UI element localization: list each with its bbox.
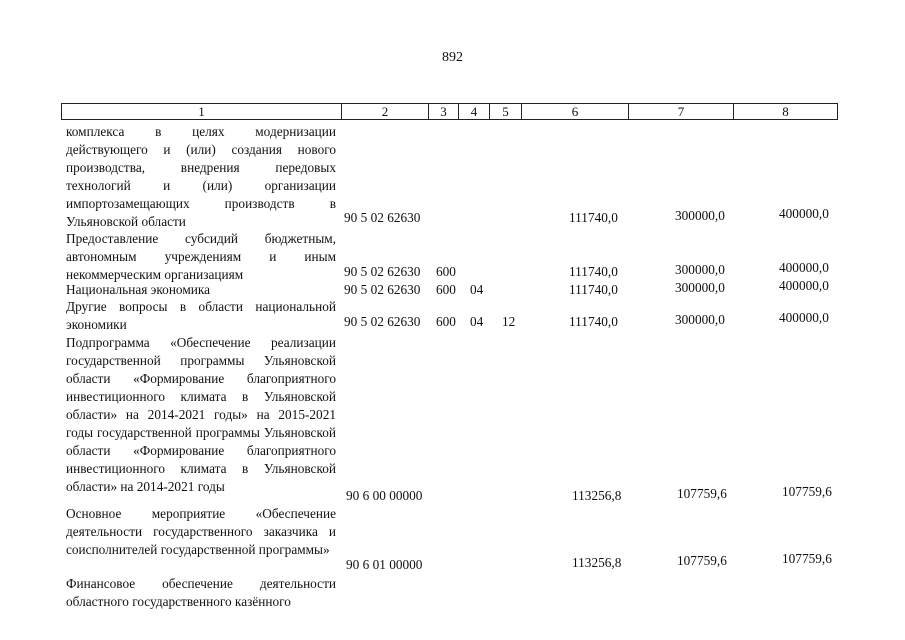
row-description: Другие вопросы в области национальной экономики [66, 299, 336, 332]
row-vr: 600 [436, 314, 456, 329]
page-number: 892 [442, 50, 463, 65]
header-col-3: 3 [429, 103, 459, 120]
header-col-8: 8 [734, 103, 838, 120]
row-code: 90 6 00 00000 [346, 488, 423, 503]
table-header [61, 103, 838, 120]
row-value-col8: 107759,6 [782, 484, 832, 499]
row-value-col7: 107759,6 [677, 486, 727, 501]
row-value-col7: 300000,0 [675, 312, 725, 327]
row-code: 90 5 02 62630 [344, 282, 421, 297]
row-value-col8: 400000,0 [779, 260, 829, 275]
row-code: 90 5 02 62630 [344, 264, 421, 279]
row-description: Предоставление субсидий бюджетным, автономным учреждениям и иным некоммерческим организациям [66, 231, 336, 282]
row-value-col6: 111740,0 [569, 314, 618, 329]
row-description: Подпрограмма «Обеспечение реализации государственной программы Ульяновской области «Формирование благоприятного инвестиционного климата в Ульяновской области» на 2014-2021 годы» на 2015-2021 годы государственной программы Ульяновской области «Формирование благоприятного инвестиционного климата в Ульяновской области» на 2014-2021 годы [66, 335, 336, 494]
header-col-6: 6 [522, 103, 629, 120]
row-value-col6: 111740,0 [569, 210, 618, 225]
row-rz: 04 [470, 314, 484, 329]
row-description: Национальная экономика [66, 282, 211, 297]
row-value-col7: 300000,0 [675, 208, 725, 223]
row-pr: 12 [502, 314, 516, 329]
row-value-col6: 113256,8 [572, 488, 622, 503]
row-vr: 600 [436, 264, 456, 279]
row-value-col8: 400000,0 [779, 278, 829, 293]
row-value-col8: 400000,0 [779, 310, 829, 325]
row-value-col7: 300000,0 [675, 280, 725, 295]
row-value-col8: 400000,0 [779, 206, 829, 221]
row-value-col7: 300000,0 [675, 262, 725, 277]
row-rz: 04 [470, 282, 484, 297]
row-code: 90 5 02 62630 [344, 314, 421, 329]
row-description: комплекса в целях модернизации действующего и (или) создания нового производства, внедрения передовых технологий и (или) организации импортозамещающих производств в Ульяновской области [66, 124, 336, 229]
row-description: Финансовое обеспечение деятельности областного государственного казённого [66, 576, 336, 609]
row-value-col8: 107759,6 [782, 551, 832, 566]
row-value-col6: 113256,8 [572, 555, 622, 570]
row-value-col6: 111740,0 [569, 264, 618, 279]
row-value-col7: 107759,6 [677, 553, 727, 568]
row-description: Основное мероприятие «Обеспечение деятельности государственного заказчика и соисполнителей государственной программы» [66, 506, 336, 557]
header-col-2: 2 [342, 103, 429, 120]
row-vr: 600 [436, 282, 456, 297]
header-col-1: 1 [61, 103, 342, 120]
row-value-col6: 111740,0 [569, 282, 618, 297]
header-col-4: 4 [459, 103, 490, 120]
row-code: 90 6 01 00000 [346, 557, 423, 572]
header-col-5: 5 [490, 103, 522, 120]
row-code: 90 5 02 62630 [344, 210, 421, 225]
header-col-7: 7 [629, 103, 734, 120]
